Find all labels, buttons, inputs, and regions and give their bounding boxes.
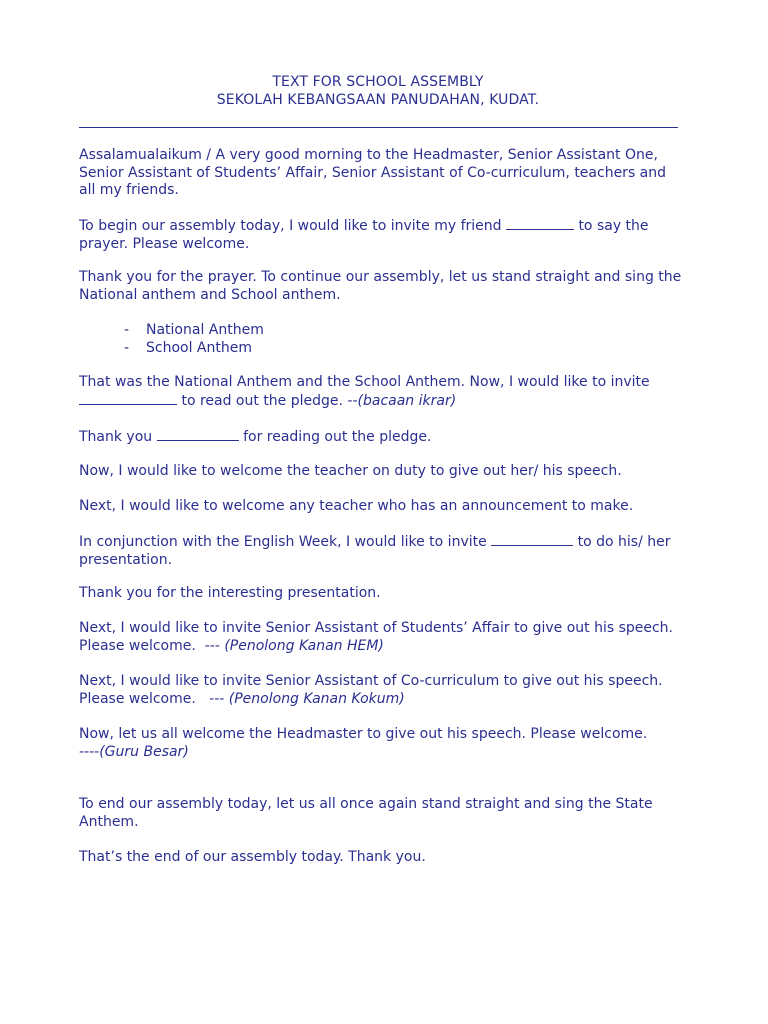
name-blank [79,392,177,405]
headmaster-paragraph [79,726,684,761]
thanks-text-start: Thank you [79,429,153,445]
english-week-paragraph [79,533,684,569]
headmaster-note: ----(Guru Besar) [79,743,189,760]
list-dash: - [124,322,130,338]
thanks-presentation-paragraph: Thank you for the interesting presentation. [79,585,381,601]
school-name: SEKOLAH KEBANGSAAN PANUDAHAN, KUDAT. [216,92,540,108]
kokum-text: Next, I would like to invite Senior Assistant of Co-curriculum to give out his speech. Please welcome. [79,673,663,707]
headmaster-text: Now, let us all welcome the Headmaster to give out his speech. Please welcome. [79,726,648,742]
duty-teacher-paragraph: Now, I would like to welcome the teacher on duty to give out her/ his speech. [79,463,622,479]
list-item-national-anthem [124,322,264,340]
english-text-end: to do his/ her presentation. [79,534,671,568]
pledge-note: --(bacaan ikrar) [347,392,457,409]
hem-paragraph [79,620,684,655]
closing-paragraph: That’s the end of our assembly today. Thank you. [79,849,426,865]
state-anthem-paragraph: To end our assembly today, let us all once again stand straight and sing the State Anthem. [79,796,653,830]
announcement-paragraph: Next, I would like to welcome any teacher who has an announcement to make. [79,498,634,514]
name-blank [157,428,239,441]
pledge-text-start: That was the National Anthem and the School Anthem. Now, I would like to invite [79,374,650,390]
kokum-paragraph [79,673,684,708]
name-blank [491,533,573,546]
title-divider [79,127,678,128]
list-dash: - [124,340,130,356]
prayer-text-end: to say the prayer. Please welcome. [79,218,649,252]
list-item-school-anthem [124,340,252,358]
english-text-start: In conjunction with the English Week, I would like to invite [79,534,487,550]
anthem-intro-paragraph: Thank you for the prayer. To continue our assembly, let us stand straight and sing the National anthem and School anthem. [79,269,682,303]
list-item-label: School Anthem [146,340,252,356]
thanks-text-end: for reading out the pledge. [243,429,432,445]
list-item-label: National Anthem [146,322,264,338]
greeting-paragraph: Assalamualaikum / A very good morning to the Headmaster, Senior Assistant One, Senior Assistant of Students’ Affair, Senior Assistant of Co-curriculum, teachers and all my friends. [79,147,667,198]
hem-note: --- (Penolong Kanan HEM) [204,637,384,654]
prayer-text-start: To begin our assembly today, I would like to invite my friend [79,218,502,234]
document-title: TEXT FOR SCHOOL ASSEMBLY [272,74,484,90]
hem-text: Next, I would like to invite Senior Assistant of Students’ Affair to give out his speech. Please welcome. [79,620,674,654]
name-blank [506,217,574,230]
kokum-note: --- (Penolong Kanan Kokum) [209,690,405,707]
prayer-paragraph [79,217,684,253]
thanks-pledge-paragraph [79,428,684,447]
pledge-paragraph [79,374,684,410]
pledge-text-end: to read out the pledge. [181,392,343,409]
